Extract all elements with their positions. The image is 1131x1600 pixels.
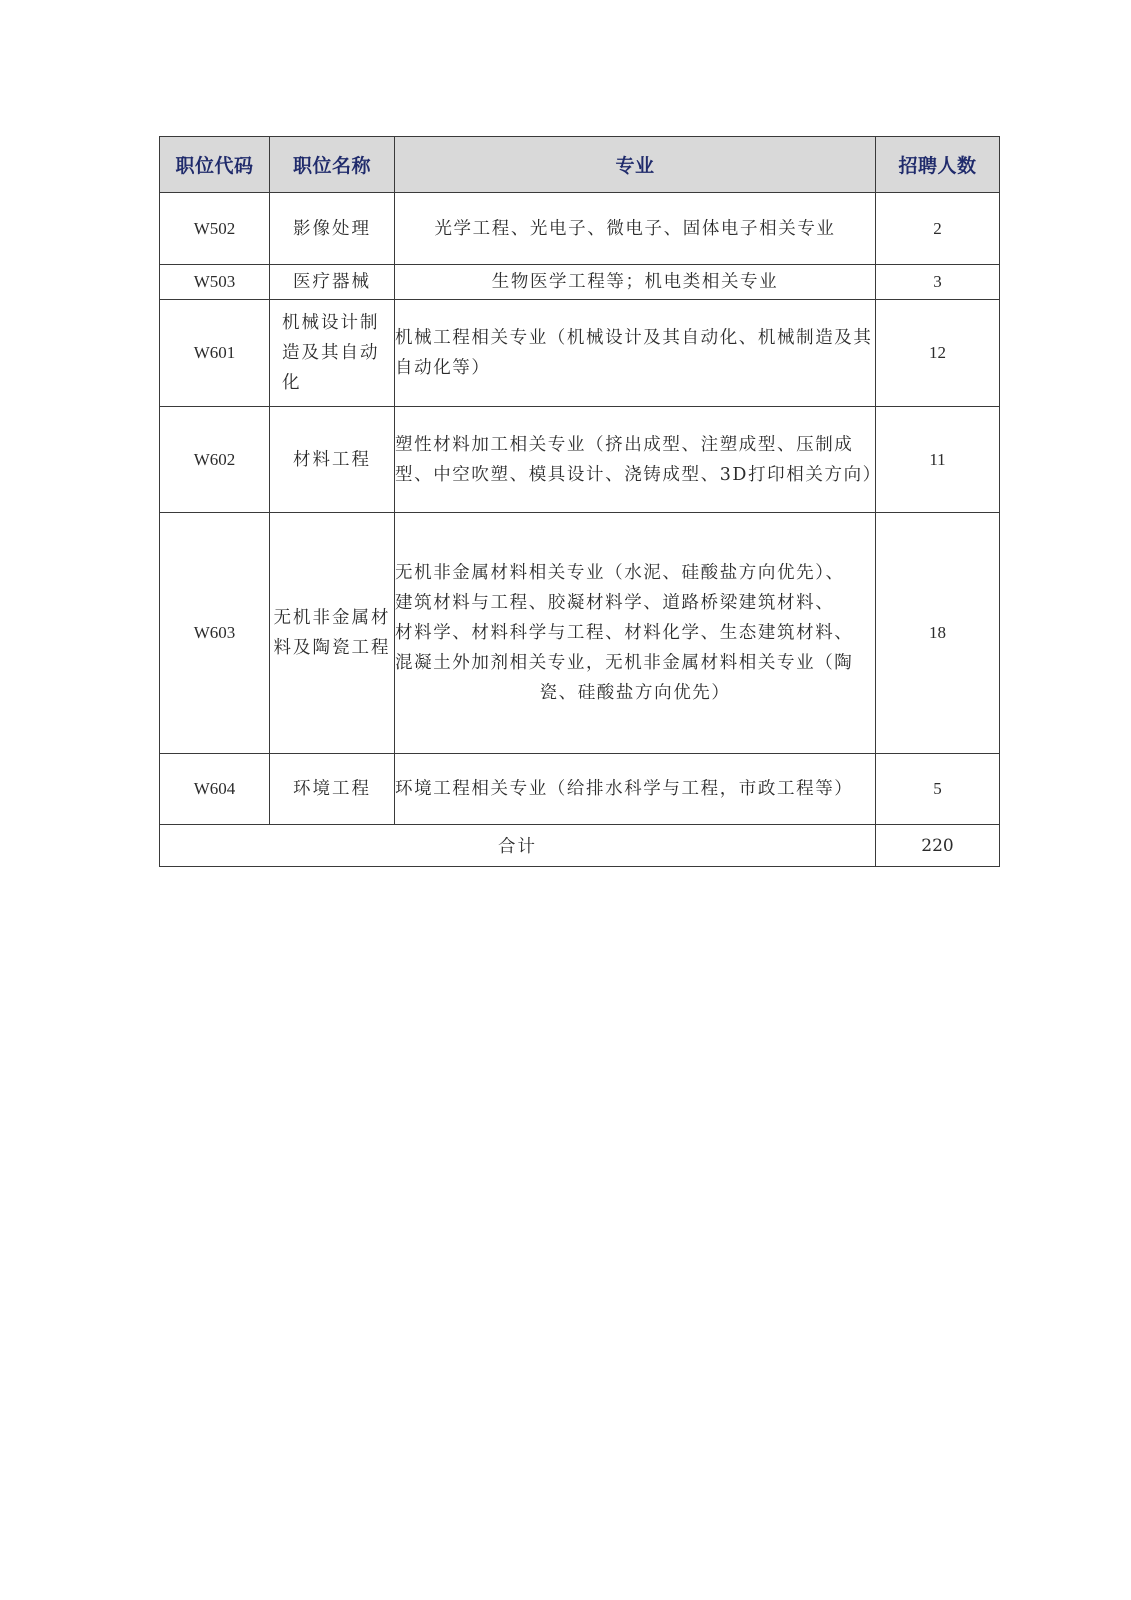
position-name: 环境工程 bbox=[270, 754, 395, 825]
position-code: W602 bbox=[160, 407, 270, 513]
position-name: 影像处理 bbox=[270, 193, 395, 265]
headcount: 5 bbox=[876, 754, 1000, 825]
headcount: 2 bbox=[876, 193, 1000, 265]
headcount: 12 bbox=[876, 300, 1000, 407]
total-headcount: 220 bbox=[876, 825, 1000, 867]
major-line: 瓷、硅酸盐方向优先） bbox=[539, 683, 731, 703]
position-code: W601 bbox=[160, 300, 270, 407]
position-code: W502 bbox=[160, 193, 270, 265]
table-row bbox=[160, 265, 1000, 300]
position-major bbox=[395, 513, 876, 754]
position-major: 光学工程、光电子、微电子、固体电子相关专业 bbox=[395, 193, 876, 265]
position-major: 机械工程相关专业（机械设计及其自动化、机械制造及其自动化等） bbox=[395, 300, 876, 407]
position-name: 机械设计制造及其自动化 bbox=[270, 300, 395, 407]
table-row bbox=[160, 754, 1000, 825]
position-name: 无机非金属材料及陶瓷工程 bbox=[270, 513, 395, 754]
position-major: 塑性材料加工相关专业（挤出成型、注塑成型、压制成型、中空吹塑、模具设计、浇铸成型、3D打印相关方向） bbox=[395, 407, 876, 513]
headcount: 3 bbox=[876, 265, 1000, 300]
header-position-code: 职位代码 bbox=[160, 137, 270, 193]
headcount: 11 bbox=[876, 407, 1000, 513]
major-line: 建筑材料与工程、胶凝材料学、道路桥梁建筑材料、 bbox=[395, 593, 835, 613]
table-row bbox=[160, 513, 1000, 754]
position-name: 材料工程 bbox=[270, 407, 395, 513]
header-major: 专业 bbox=[395, 137, 876, 193]
table-row bbox=[160, 300, 1000, 407]
table-row bbox=[160, 193, 1000, 265]
major-line: 材料学、材料科学与工程、材料化学、生态建筑材料、 bbox=[395, 623, 854, 643]
position-code: W503 bbox=[160, 265, 270, 300]
table-row bbox=[160, 407, 1000, 513]
major-line: 无机非金属材料相关专业（水泥、硅酸盐方向优先）、 bbox=[395, 563, 845, 583]
header-headcount: 招聘人数 bbox=[876, 137, 1000, 193]
header-position-name: 职位名称 bbox=[270, 137, 395, 193]
recruitment-table bbox=[159, 136, 1000, 867]
headcount: 18 bbox=[876, 513, 1000, 754]
position-major: 生物医学工程等；机电类相关专业 bbox=[395, 265, 876, 300]
position-major: 环境工程相关专业（给排水科学与工程，市政工程等） bbox=[395, 754, 876, 825]
major-line: 混凝土外加剂相关专业，无机非金属材料相关专业（陶 bbox=[395, 653, 854, 673]
position-code: W604 bbox=[160, 754, 270, 825]
total-label: 合计 bbox=[160, 825, 876, 867]
total-row bbox=[160, 825, 1000, 867]
position-code: W603 bbox=[160, 513, 270, 754]
table-header-row bbox=[160, 137, 1000, 193]
position-name: 医疗器械 bbox=[270, 265, 395, 300]
